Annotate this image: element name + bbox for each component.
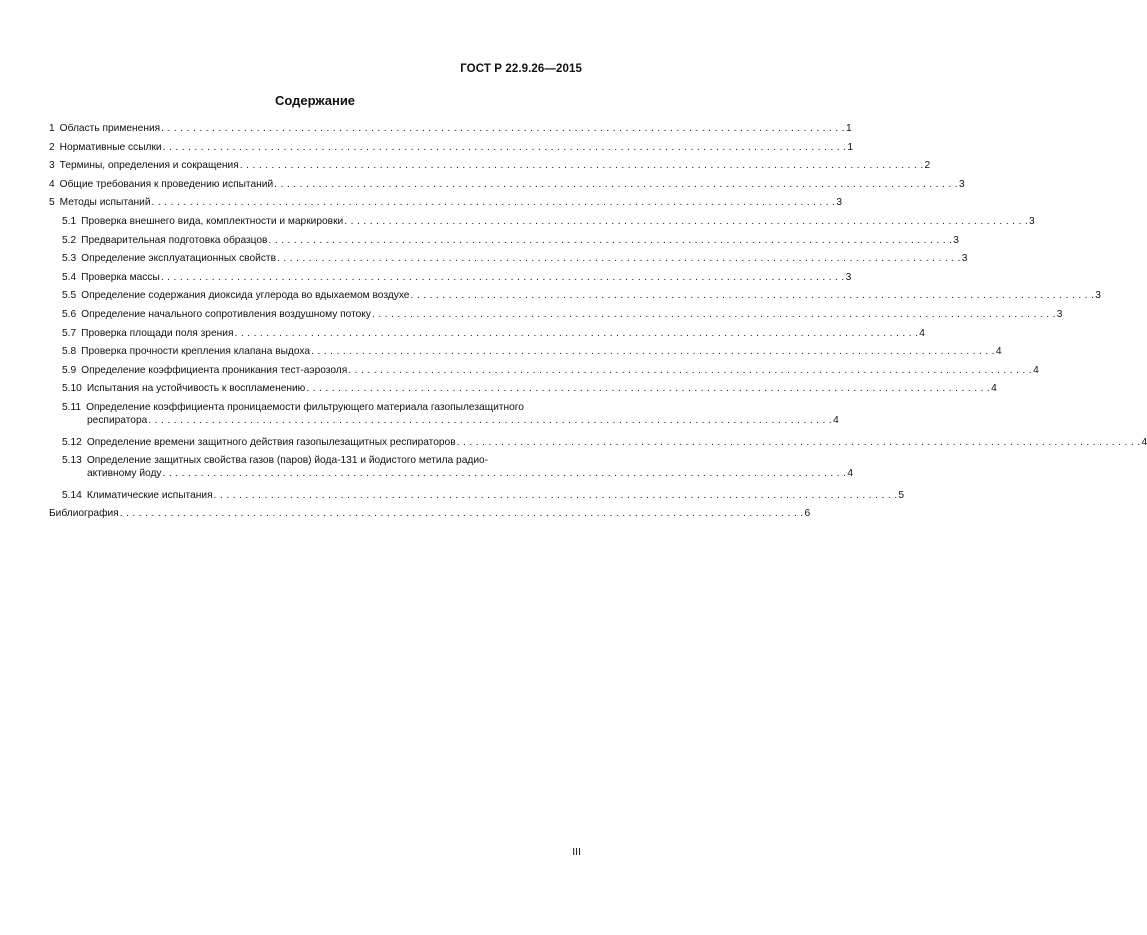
toc-leader-dots [268, 234, 952, 247]
page-number: III [572, 846, 581, 858]
toc-entry-title: Нормативные ссылки [59, 141, 162, 153]
toc-entry-5-5[interactable] [49, 289, 1101, 308]
toc-entry-page: 2 [924, 160, 931, 172]
toc-leader-dots [152, 196, 836, 209]
toc-entry-number: 5.6 [62, 308, 77, 320]
toc-entry-title-continued: респиратора [87, 414, 148, 426]
toc-entry-title: Определение времени защитного действия газопылезащитных респираторов [86, 436, 456, 448]
toc-entry-page: 1 [845, 123, 852, 134]
toc-entry-number: 5.7 [62, 327, 77, 339]
toc-entry-page: 3 [1095, 290, 1101, 302]
toc-leader-dots [148, 414, 832, 427]
toc-entry-title: Испытания на устойчивость к воспламенению [86, 383, 306, 395]
toc-entry-number: 5.11 [62, 401, 82, 413]
toc-entry-title: Проверка прочности крепления клапана выдоха [81, 346, 311, 358]
toc-entry-5-6[interactable] [49, 308, 1063, 327]
toc-leader-dots [348, 364, 1032, 377]
toc-leader-dots [306, 382, 990, 395]
toc-entry-number: 3 [49, 160, 55, 172]
toc-entry-5-13[interactable] [49, 454, 853, 489]
toc-entry-1[interactable] [49, 122, 852, 141]
toc-entry-number: 2 [49, 141, 55, 153]
toc-entry-5-12[interactable] [49, 436, 1147, 455]
toc-entry-bibliography[interactable] [49, 507, 811, 526]
toc-entry-title: Проверка площади поля зрения [81, 327, 234, 339]
toc-entry-5-11[interactable] [49, 401, 839, 436]
toc-entry-title: Библиография [49, 508, 119, 520]
toc-leader-dots [163, 141, 847, 154]
toc-entry-page: 3 [836, 197, 843, 209]
toc-entry-number: 5.12 [62, 436, 82, 448]
toc-entry-page: 3 [961, 253, 968, 265]
toc-leader-dots [234, 327, 918, 340]
toc-entry-5-2[interactable] [49, 234, 959, 253]
toc-entry-number: 5.4 [62, 271, 77, 283]
toc-entry-number: 5.14 [62, 489, 82, 501]
toc-entry-page: 4 [991, 383, 997, 395]
toc-entry-title: Проверка массы [81, 271, 160, 283]
toc-entry-title: Определение защитных свойства газов (паров) йода-131 и йодистого метила радио- [86, 455, 489, 467]
toc-entry-page: 4 [995, 346, 1002, 358]
toc-entry-title: Предварительная подготовка образцов [81, 234, 268, 246]
toc-entry-number: 5.13 [62, 455, 82, 467]
toc-entry-page: 4 [847, 468, 853, 480]
toc-entry-5-14[interactable] [49, 489, 905, 508]
toc-entry-page: 5 [898, 489, 905, 501]
toc-entry-page: 4 [833, 414, 839, 426]
toc-entry-5-1[interactable] [49, 215, 1035, 234]
toc-entry-5-10[interactable] [49, 382, 997, 401]
toc-entry-page: 3 [958, 178, 965, 190]
toc-leader-dots [161, 271, 845, 284]
toc-entry-title: Определение коэффициента проникания тест-аэрозоля [81, 364, 348, 376]
toc-entry-page: 4 [1033, 364, 1039, 376]
toc-leader-dots [410, 289, 1094, 302]
toc-entry-title: Определение начального сопротивления воздушному потоку [81, 308, 371, 320]
toc-entry-title: Проверка внешнего вида, комплектности и маркировки [81, 215, 344, 227]
toc-entry-number: 5.3 [62, 253, 77, 265]
toc-leader-dots [372, 308, 1056, 321]
toc-entry-number: 5 [49, 197, 55, 209]
toc-leader-dots [457, 436, 1141, 449]
toc-entry-page: 3 [1029, 215, 1035, 227]
toc-entry-5-3[interactable] [49, 252, 968, 271]
toc-entry-title: Определение содержания диоксида углерода во вдыхаемом воздухе [81, 290, 410, 302]
toc-entry-title-continued: активному йоду [87, 468, 162, 480]
toc-entry-2[interactable] [49, 141, 854, 160]
toc-entry-page: 3 [953, 234, 959, 246]
toc-leader-dots [344, 215, 1028, 228]
toc-entry-title: Термины, определения и сокращения [59, 160, 239, 172]
toc-entry-page: 4 [919, 327, 925, 339]
toc-entry-5-4[interactable] [49, 271, 852, 290]
toc-leader-dots [274, 178, 958, 191]
toc-entry-page: 4 [1141, 436, 1147, 448]
toc-entry-page: 1 [847, 141, 854, 153]
toc-entry-3[interactable] [49, 159, 931, 178]
toc-entry-number: 1 [49, 123, 55, 134]
toc-leader-dots [120, 507, 804, 520]
toc-entry-number: 5.2 [62, 234, 77, 246]
toc-entry-title: Определение эксплуатационных свойств [81, 253, 276, 265]
toc-entry-title: Климатические испытания [86, 489, 213, 501]
toc-entry-5-7[interactable] [49, 327, 925, 346]
document-code: ГОСТ Р 22.9.26—2015 [460, 63, 582, 75]
toc-leader-dots [163, 467, 847, 480]
toc-entry-page: 6 [804, 508, 811, 520]
toc-entry-page: 3 [1056, 308, 1063, 320]
toc-leader-dots [214, 489, 898, 502]
toc-leader-dots [240, 159, 924, 172]
toc-entry-5[interactable] [49, 196, 843, 215]
toc-entry-title: Общие требования к проведению испытаний [59, 178, 274, 190]
toc-entry-number: 5.1 [62, 215, 77, 227]
toc-leader-dots [161, 122, 845, 135]
toc-entry-5-8[interactable] [49, 345, 1002, 364]
toc-leader-dots [277, 252, 961, 265]
toc-leader-dots [311, 345, 995, 358]
toc-entry-title: Методы испытаний [59, 197, 151, 209]
toc-entry-5-9[interactable] [49, 364, 1039, 383]
toc-entry-number: 5.5 [62, 290, 77, 302]
toc-entry-title: Определение коэффициента проницаемости фильтрующего материала газопылезащитного [86, 401, 524, 413]
table-of-contents [49, 122, 1147, 526]
toc-title: Содержание [274, 93, 356, 108]
toc-entry-number: 5.8 [62, 346, 77, 358]
toc-entry-number: 5.9 [62, 364, 77, 376]
toc-entry-number: 5.10 [62, 383, 82, 395]
toc-entry-4[interactable] [49, 178, 965, 197]
toc-entry-number: 4 [49, 178, 55, 190]
toc-entry-page: 3 [845, 271, 852, 283]
toc-entry-title: Область применения [59, 123, 161, 134]
